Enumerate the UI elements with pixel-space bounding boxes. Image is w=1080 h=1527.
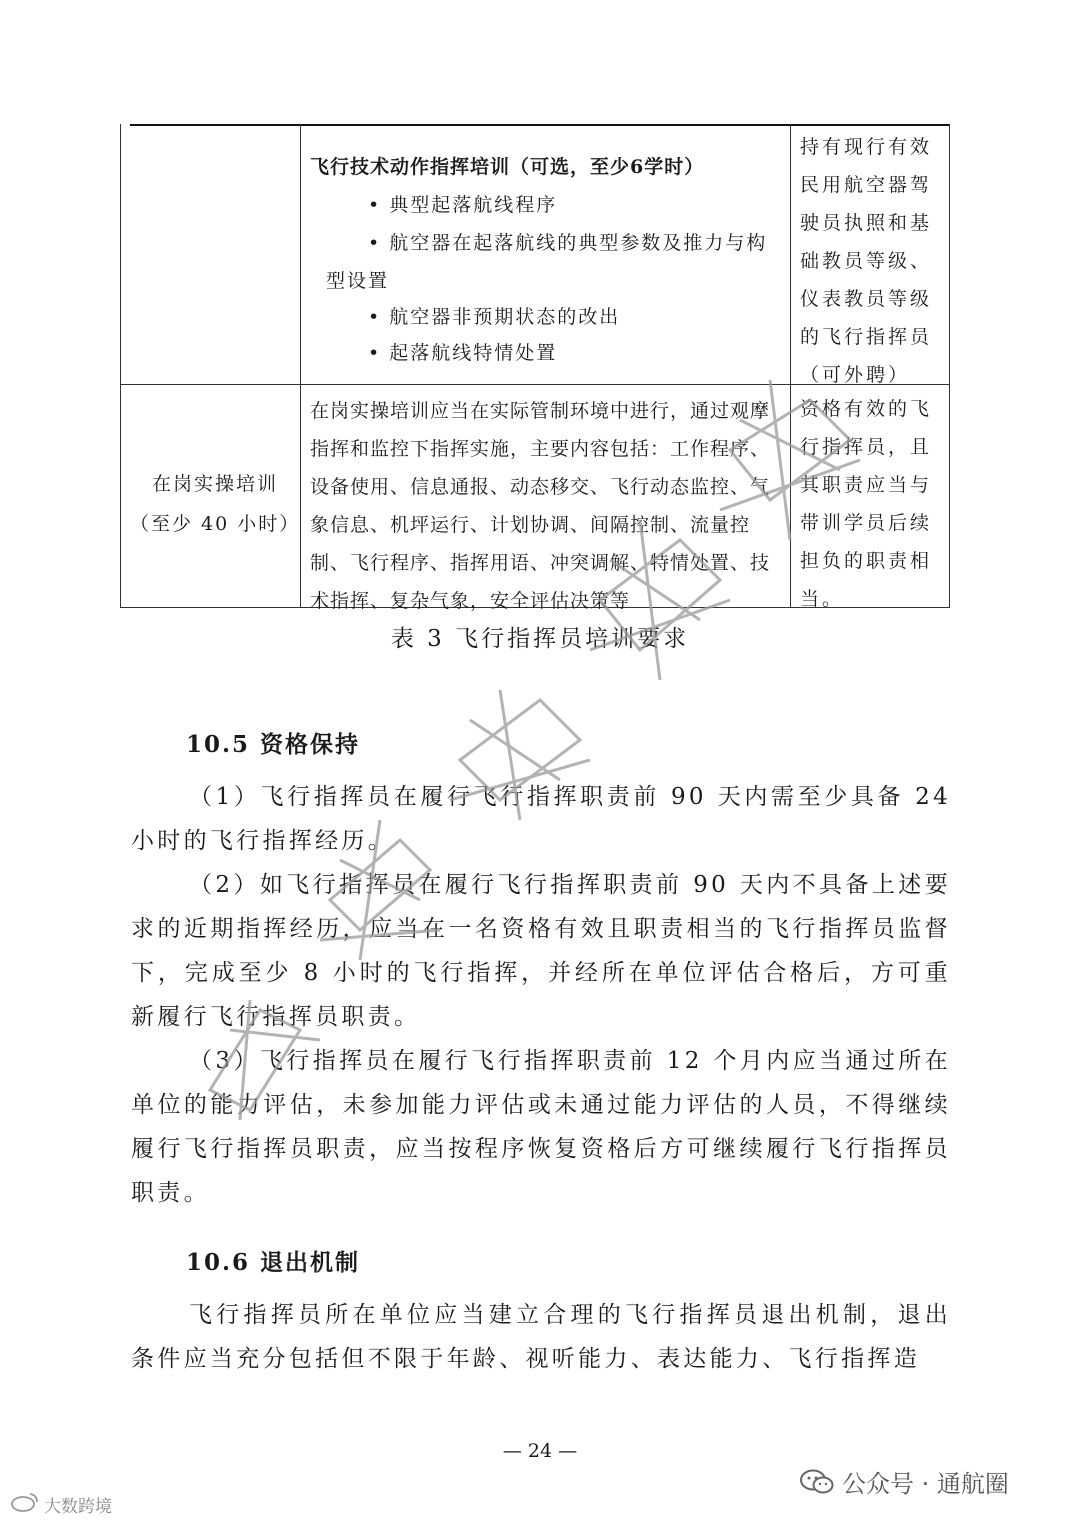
row1-bullet-4: • 起落航线特情处置 <box>368 342 558 364</box>
wechat-account-name: 公众号 · 通航圈 <box>842 1470 1009 1498</box>
table-divider-2 <box>790 124 791 608</box>
table-top-rule <box>130 124 950 126</box>
row2-left-line: （至少 40 小时） <box>130 513 301 535</box>
section-10-5-paragraph-1: （1）飞行指挥员在履行飞行指挥职责前 90 天内需至少具备 24 小时的飞行指挥经历。 <box>131 784 951 854</box>
section-10-5-paragraph-2: （2）如飞行指挥员在履行飞行指挥职责前 90 天内不具备上述要求的近期指挥经历，应当在一名资格有效且职责相当的飞行指挥员监督下，完成至少 8 小时的飞行指挥，并经所在单位评估合格后，方可重新履行飞行指挥员职责。 <box>131 872 951 1030</box>
table-caption: 表 3 飞行指挥员培训要求 <box>390 626 690 652</box>
row1-right-line: 持有现行有效 <box>800 136 933 158</box>
row1-right-line: （可外聘） <box>800 364 911 386</box>
row1-right-line: 驶员执照和基 <box>800 212 933 234</box>
row2-right-line: 资格有效的飞 <box>800 398 933 420</box>
row1-right-line: 础教员等级、 <box>800 250 933 272</box>
row1-bullet-1: • 典型起落航线程序 <box>368 194 558 216</box>
row1-right-cell <box>800 128 950 394</box>
row2-right-line: 其职责应当与 <box>800 474 933 496</box>
section-10-6-paragraph: 飞行指挥员所在单位应当建立合理的飞行指挥员退出机制，退出条件应当充分包括但不限于年龄、视听能力、表达能力、飞行指挥造 <box>131 1302 951 1372</box>
wechat-account-mark <box>800 1464 1009 1499</box>
section-10-6-heading: 10.6 退出机制 <box>186 1249 361 1276</box>
source-watermark-text: 大数跨境 <box>44 1497 112 1517</box>
wechat-icon <box>800 1469 834 1495</box>
row1-right-line: 仪表教员等级 <box>800 288 933 310</box>
table-border-left <box>120 124 121 608</box>
table-divider-1 <box>300 124 301 608</box>
row1-bullet-2: • 航空器在起落航线的典型参数及推力与构 <box>368 232 768 254</box>
source-watermark <box>10 1492 112 1517</box>
row2-left-cell <box>130 464 300 544</box>
row2-middle-cell: 在岗实操培训应当在实际管制环境中进行，通过观摩指挥和监控下指挥实施，主要内容包括：工作程序、设备使用、信息通报、动态移交、飞行动态监控、气象信息、机坪运行、计划协调、间隔控制、流量控制、飞行程序、指挥用语、冲突调解、特情处置、技术指挥、复杂气象，安全评估决策等 <box>310 400 771 612</box>
row2-right-line: 担负的职责相 <box>800 550 933 572</box>
row1-right-line: 民用航空器驾 <box>800 174 933 196</box>
row1-bullet-3: • 航空器非预期状态的改出 <box>368 306 621 328</box>
row2-right-cell <box>800 390 950 618</box>
row1-title: 飞行技术动作指挥培训（可选，至少6学时） <box>310 156 705 178</box>
section-10-5-paragraph-3: （3）飞行指挥员在履行飞行指挥职责前 12 个月内应当通过所在单位的能力评估，未参加能力评估或未通过能力评估的人员，不得继续履行飞行指挥员职责，应当按程序恢复资格后方可继续履行飞行指挥员职责。 <box>131 1048 951 1206</box>
row1-bullet-2-continuation: 型设置 <box>326 270 390 292</box>
row1-right-line: 的飞行指挥员 <box>800 326 933 348</box>
row2-right-line: 行指挥员，且 <box>800 436 933 458</box>
row2-right-line: 带训学员后续 <box>800 512 933 534</box>
weibo-icon <box>10 1492 40 1517</box>
row2-right-line: 当。 <box>800 588 845 610</box>
page-number: — 24 — <box>502 1440 578 1462</box>
section-10-5-heading: 10.5 资格保持 <box>186 731 361 758</box>
training-requirements-table <box>120 124 950 612</box>
row2-left-line: 在岗实操培训 <box>151 473 278 495</box>
